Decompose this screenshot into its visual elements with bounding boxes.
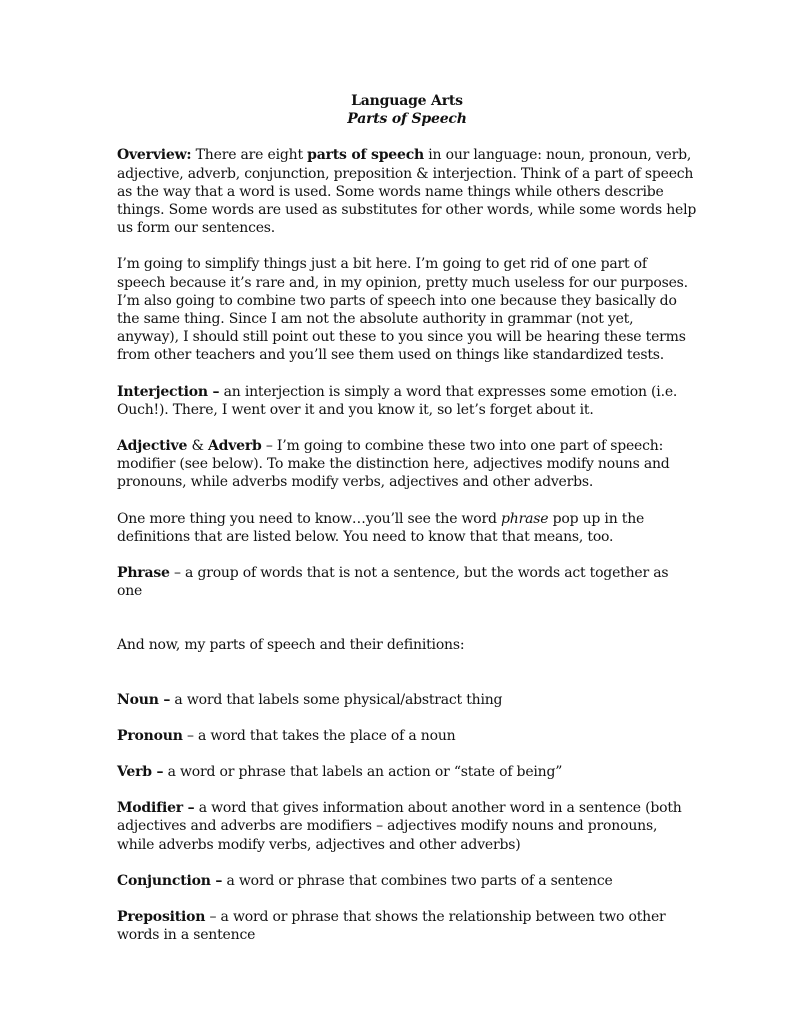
overview-label: Overview:: [117, 147, 192, 164]
definition-text: a word that labels some physical/abstract thing: [170, 691, 503, 708]
adjective-term: Adjective: [117, 438, 188, 455]
phrase-intro-before: One more thing you need to know…you’ll see the word: [117, 510, 502, 527]
phrase-definition: [117, 564, 697, 600]
phrase-term: Phrase: [117, 565, 170, 582]
definition-term: Conjunction –: [117, 872, 223, 889]
definition-noun: [117, 691, 697, 709]
document-subtitle: Parts of Speech: [347, 111, 467, 128]
interjection-paragraph: [117, 383, 697, 419]
interjection-text: an interjection is simply a word that expresses some emotion (i.e. Ouch!). There, I went over it and you know it, so let’s forget about it.: [117, 383, 678, 418]
adjective-adverb-text: – I’m going to combine these two into one part of speech: modifier (see below). To make the distinction here, adjectives modify nouns and pronouns, while adverbs modify verbs, adjectives and other adverbs.: [117, 438, 670, 491]
interjection-term: Interjection –: [117, 383, 220, 400]
ampersand: &: [187, 438, 208, 455]
phrase-intro-after: pop up in the definitions that are listed below. You need to know that that means, too.: [117, 510, 645, 545]
definition-text: – a word or phrase that shows the relationship between two other words in a sentence: [117, 909, 666, 944]
transition-paragraph: And now, my parts of speech and their definitions:: [117, 637, 465, 654]
definition-text: a word that gives information about another word in a sentence (both adjectives and adverbs are modifiers – adjectives modify nouns and pronouns, while adverbs modify verbs, adjectives and other adverbs): [117, 800, 682, 853]
definition-term: Noun –: [117, 691, 171, 708]
adverb-term: Adverb: [207, 438, 262, 455]
definition-modifier: [117, 799, 697, 854]
overview-bold-term: parts of speech: [307, 147, 425, 164]
phrase-intro-italic: phrase: [501, 510, 549, 527]
overview-paragraph: [117, 146, 697, 237]
definition-pronoun: [117, 727, 697, 745]
phrase-text: – a group of words that is not a sentence, but the words act together as one: [117, 565, 669, 600]
overview-rest: in our language: noun, pronoun, verb, adjective, adverb, conjunction, preposition & interjection. Think of a part of speech as the way that a word is used. Some words name things while others describe things. Some words are used as substitutes for other words, while some words help us form our sentences.: [117, 147, 697, 237]
definition-text: a word or phrase that labels an action or “state of being”: [163, 764, 563, 781]
definition-text: – a word that takes the place of a noun: [182, 727, 456, 744]
definition-term: Modifier –: [117, 800, 195, 817]
simplify-paragraph: I’m going to simplify things just a bit here. I’m going to get rid of one part of speech because it’s rare and, in my opinion, pretty much useless for our purposes. I’m also going to combine two parts of speech into one because they basically do the same thing. Since I am not the absolute authority in grammar (not yet, anyway), I should still point out these to you since you will be hearing these terms from other teachers and you’ll see them used on things like standardized tests.: [117, 256, 688, 364]
adjective-adverb-paragraph: [117, 437, 697, 492]
definition-term: Verb –: [117, 764, 164, 781]
definition-verb: [117, 763, 697, 781]
document-page: [117, 92, 697, 963]
definition-preposition: [117, 908, 697, 944]
definition-conjunction: [117, 872, 697, 890]
overview-lead: There are eight: [191, 147, 308, 164]
definition-term: Preposition: [117, 909, 206, 926]
definition-term: Pronoun: [117, 727, 183, 744]
definition-text: a word or phrase that combines two parts of a sentence: [222, 872, 613, 889]
document-title: Language Arts: [351, 93, 463, 109]
phrase-intro-paragraph: [117, 510, 697, 546]
